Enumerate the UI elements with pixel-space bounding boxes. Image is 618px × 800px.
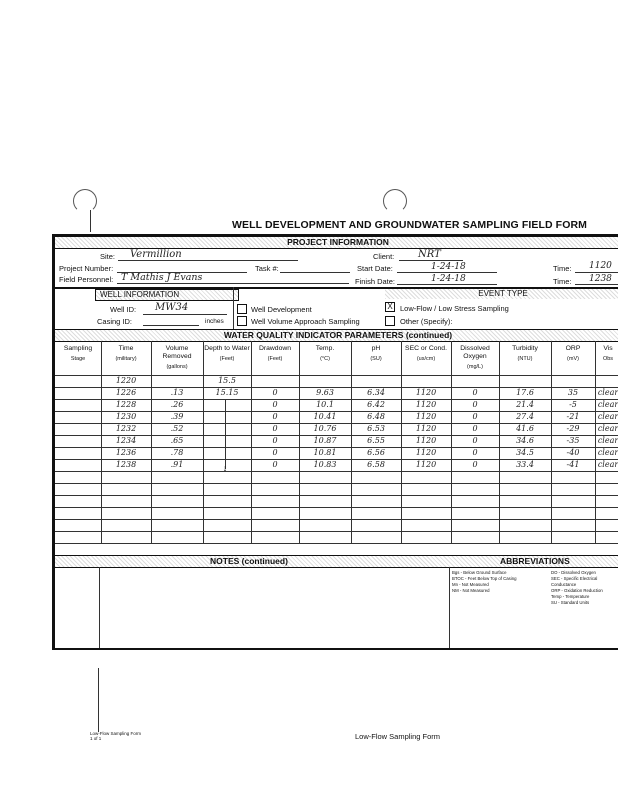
time-value[interactable]: 1120 (589, 261, 612, 271)
column-header-label: ORP (565, 345, 581, 352)
table-cell[interactable]: 9.63 (316, 388, 334, 397)
footer-center: Low-Flow Sampling Form (355, 732, 441, 741)
column-header-label: Depth to Water (204, 345, 250, 352)
table-cell[interactable]: -29 (566, 424, 580, 433)
table-cell[interactable]: 27.4 (516, 412, 534, 421)
abbreviations-col2 (551, 570, 618, 606)
column-divider (203, 341, 204, 543)
notes-title: NOTES (continued) (210, 556, 288, 566)
column-header-label: Turbidity (512, 345, 538, 352)
column-header-label: Dissolved Oxygen (460, 345, 490, 360)
well-volume-label: Well Volume Approach Sampling (251, 317, 360, 326)
table-cell[interactable]: 0 (472, 448, 478, 457)
finish-date-line (397, 284, 497, 285)
row-divider (55, 507, 618, 508)
table-cell[interactable]: 1236 (115, 448, 137, 457)
column-header (595, 345, 618, 363)
low-flow-checkbox[interactable] (385, 302, 395, 312)
table-cell[interactable]: 1234 (115, 436, 137, 445)
table-cell[interactable]: clear (597, 424, 618, 433)
table-cell[interactable]: 1226 (115, 388, 137, 397)
start-date-value[interactable]: 1-24-18 (431, 262, 466, 272)
finish-time-label: Time: (553, 277, 572, 286)
table-cell[interactable]: 10.76 (313, 424, 337, 433)
table-cell[interactable]: 1230 (115, 412, 137, 421)
table-cell[interactable]: 34.5 (516, 448, 534, 457)
table-cell[interactable]: clear (597, 400, 618, 409)
abbr-item: DO - Dissolved Oxygen (551, 570, 596, 575)
site-label: Site: (100, 252, 116, 261)
notes-divider (449, 567, 450, 648)
table-cell[interactable]: 15.15 (215, 388, 239, 397)
table-cell[interactable]: 1120 (415, 460, 437, 469)
depth-arrow-head-icon: ↓ (222, 463, 228, 473)
table-cell[interactable]: 10.83 (313, 460, 337, 469)
table-cell[interactable]: 1120 (415, 400, 437, 409)
low-flow-label: Low-Flow / Low Stress Sampling (400, 304, 509, 313)
well-info-title: WELL INFORMATION (100, 290, 180, 299)
table-cell[interactable]: 33.4 (516, 460, 534, 469)
column-header-unit: (NTU) (517, 356, 533, 362)
other-label: Other (Specify): (400, 317, 453, 326)
column-header (203, 345, 251, 363)
time-label: Time: (553, 264, 572, 273)
column-header-unit: (mV) (567, 356, 579, 362)
form-title: WELL DEVELOPMENT AND GROUNDWATER SAMPLING FIELD FORM (232, 219, 587, 231)
row-divider (55, 531, 618, 532)
row-divider (55, 471, 618, 472)
column-header-label: SEC or Cond. (405, 345, 447, 352)
abbreviations-col1 (452, 570, 517, 594)
row-divider (55, 495, 618, 496)
low-flow-check-mark: X (387, 302, 393, 311)
table-cell[interactable]: 15.5 (218, 376, 236, 385)
abbr-item: BTOC - Feet Below Top of Casing (452, 576, 517, 581)
table-cell[interactable]: 6.48 (367, 412, 385, 421)
abbr-item: NM - Not Measured (452, 588, 490, 593)
left-margin-line (98, 668, 99, 732)
casing-unit: inches (205, 318, 224, 325)
well-volume-checkbox[interactable] (237, 316, 247, 326)
task-label: Task #: (255, 264, 279, 273)
time-line (575, 272, 618, 273)
column-header-unit: (°C) (320, 356, 330, 362)
site-value[interactable]: Vermillion (130, 249, 182, 260)
notes-band (55, 555, 618, 568)
table-cell[interactable]: 0 (272, 400, 278, 409)
column-header-label: pH (371, 345, 381, 352)
table-cell[interactable]: 1120 (415, 436, 437, 445)
column-header (499, 345, 551, 363)
other-checkbox[interactable] (385, 316, 395, 326)
binder-hole-right (383, 189, 407, 213)
field-personnel-value[interactable]: T Mathis J Evans (121, 272, 203, 283)
table-cell[interactable]: 0 (272, 424, 278, 433)
column-header (101, 345, 151, 363)
well-info-band (95, 289, 239, 301)
table-cell[interactable]: 6.42 (367, 400, 385, 409)
column-header-unit: (gallons) (166, 364, 188, 370)
column-header (151, 345, 203, 371)
table-cell[interactable]: 6.34 (367, 388, 385, 397)
table-cell[interactable]: 6.56 (367, 448, 385, 457)
well-id-line (143, 314, 227, 315)
table-cell[interactable]: 0 (272, 460, 278, 469)
depth-arrow (225, 399, 226, 469)
column-header (55, 345, 101, 363)
table-cell[interactable]: 10.87 (313, 436, 337, 445)
column-header-label: Temp. (315, 345, 335, 352)
well-development-checkbox[interactable] (237, 304, 247, 314)
table-cell[interactable]: 0 (272, 436, 278, 445)
table-cell[interactable]: 1232 (115, 424, 137, 433)
column-header-unit: (Feet) (267, 356, 283, 362)
finish-date-label: Finish Date: (355, 277, 396, 286)
table-cell[interactable]: 1238 (115, 460, 137, 469)
table-cell[interactable]: 6.53 (367, 424, 385, 433)
casing-id-line (143, 325, 199, 326)
table-cell[interactable]: 0 (472, 388, 478, 397)
table-cell[interactable]: .91 (170, 460, 184, 469)
column-header-label: Sampling (63, 345, 93, 352)
column-header-unit: (us/cm) (416, 356, 436, 362)
column-header (551, 345, 595, 363)
project-number-label: Project Number: (59, 264, 114, 273)
table-cell[interactable]: 6.55 (367, 436, 385, 445)
column-header-unit: (mg/L) (467, 364, 483, 370)
abbr-item: ORP - Oxidation Reduction (551, 588, 603, 593)
table-cell[interactable]: 10.41 (313, 412, 337, 421)
row-divider (55, 543, 618, 544)
column-header-label: Drawdown (258, 345, 292, 352)
project-info-band: PROJECT INFORMATION (55, 236, 618, 249)
footer-left-line2: 1 of 1 (90, 736, 102, 741)
table-cell[interactable]: 0 (272, 412, 278, 421)
table-cell[interactable]: -21 (566, 412, 580, 421)
table-cell[interactable]: 1120 (415, 424, 437, 433)
table-cell[interactable]: 21.4 (516, 400, 534, 409)
start-date-line (397, 272, 497, 273)
table-cell[interactable]: clear (597, 412, 618, 421)
table-cell[interactable]: clear (597, 388, 618, 397)
table-cell[interactable]: clear (597, 436, 618, 445)
abbr-item: Mn - Not Measured (452, 582, 489, 587)
table-cell[interactable]: -5 (569, 400, 577, 409)
column-header (401, 345, 451, 363)
column-header (251, 345, 299, 363)
abbr-item: Bgs - Below Ground Surface (452, 570, 507, 575)
table-cell[interactable]: 34.6 (516, 436, 534, 445)
table-cell[interactable]: 0 (472, 436, 478, 445)
column-header (299, 345, 351, 363)
row-divider (55, 519, 618, 520)
margin-tick (90, 210, 91, 232)
row-divider (55, 483, 618, 484)
field-form (52, 234, 618, 650)
table-cell[interactable]: 1120 (415, 448, 437, 457)
column-header-label: Time (118, 345, 134, 352)
well-id-value[interactable]: MW34 (155, 302, 189, 313)
binder-hole-left (73, 189, 97, 213)
site-line (118, 260, 298, 261)
abbr-item: SU - Standard Units (551, 600, 590, 605)
table-cell[interactable]: -41 (566, 460, 580, 469)
client-value[interactable]: NRT (418, 249, 441, 260)
footer-left (90, 731, 141, 741)
table-cell[interactable]: 41.6 (516, 424, 534, 433)
table-cell[interactable]: .26 (170, 400, 184, 409)
casing-id-label: Casing ID: (97, 317, 133, 326)
column-header-label: Volume Removed (162, 345, 192, 360)
table-cell[interactable]: .13 (170, 388, 184, 397)
table-cell[interactable]: 1228 (115, 400, 137, 409)
column-header-unit: (Feet) (219, 356, 235, 362)
table-cell[interactable]: 10.1 (316, 400, 334, 409)
table-cell[interactable]: 0 (472, 400, 478, 409)
column-header-unit: Stage (70, 356, 86, 362)
finish-date-value[interactable]: 1-24-18 (431, 274, 466, 284)
table-cell[interactable]: .78 (170, 448, 184, 457)
event-type-title: EVENT TYPE (478, 289, 528, 298)
column-header (451, 345, 499, 371)
table-cell[interactable]: 6.58 (367, 460, 385, 469)
start-date-label: Start Date: (357, 264, 393, 273)
well-id-label: Well ID: (110, 305, 137, 314)
table-cell[interactable]: -35 (566, 436, 580, 445)
table-cell[interactable]: 1220 (115, 376, 137, 385)
finish-time-value[interactable]: 1238 (589, 274, 612, 284)
well-development-label: Well Development (251, 305, 312, 314)
table-cell[interactable]: 1120 (415, 388, 437, 397)
table-cell[interactable]: 0 (472, 412, 478, 421)
notes-left-divider (99, 567, 100, 648)
field-personnel-label: Field Personnel: (59, 275, 114, 284)
event-type-band (385, 289, 618, 299)
field-personnel-line (117, 283, 349, 284)
client-label: Client: (373, 252, 395, 261)
table-cell[interactable]: 0 (272, 388, 278, 397)
table-cell[interactable]: .52 (170, 424, 184, 433)
table-cell[interactable]: -40 (566, 448, 580, 457)
table-cell[interactable]: 10.81 (313, 448, 337, 457)
footer-left-line1: Low-Flow Sampling Form (90, 731, 142, 736)
finish-time-line (575, 284, 618, 285)
table-cell[interactable]: .65 (170, 436, 184, 445)
abbr-item: SEC - Specific Electrical Conductance (551, 576, 598, 587)
table-cell[interactable]: 0 (272, 448, 278, 457)
abbr-item: Temp - Temperature (551, 594, 590, 599)
parameters-band: WATER QUALITY INDICATOR PARAMETERS (continued) (55, 329, 618, 342)
table-cell[interactable]: 0 (472, 460, 478, 469)
table-cell[interactable]: 17.6 (516, 388, 534, 397)
column-header-unit: Obs (602, 356, 614, 362)
table-cell[interactable]: clear (597, 460, 618, 469)
table-cell[interactable]: 0 (472, 424, 478, 433)
table-cell[interactable]: clear (597, 448, 618, 457)
well-event-divider (233, 287, 234, 329)
column-header-label: Vis (603, 345, 613, 352)
client-line (399, 260, 463, 261)
column-header-unit: (SU) (370, 356, 382, 362)
table-cell[interactable]: .39 (170, 412, 184, 421)
table-cell[interactable]: 35 (567, 388, 579, 397)
column-header-unit: (military) (115, 356, 137, 362)
column-header (351, 345, 401, 363)
abbreviations-title: ABBREVIATIONS (500, 556, 570, 566)
table-cell[interactable]: 1120 (415, 412, 437, 421)
task-line (280, 272, 350, 273)
